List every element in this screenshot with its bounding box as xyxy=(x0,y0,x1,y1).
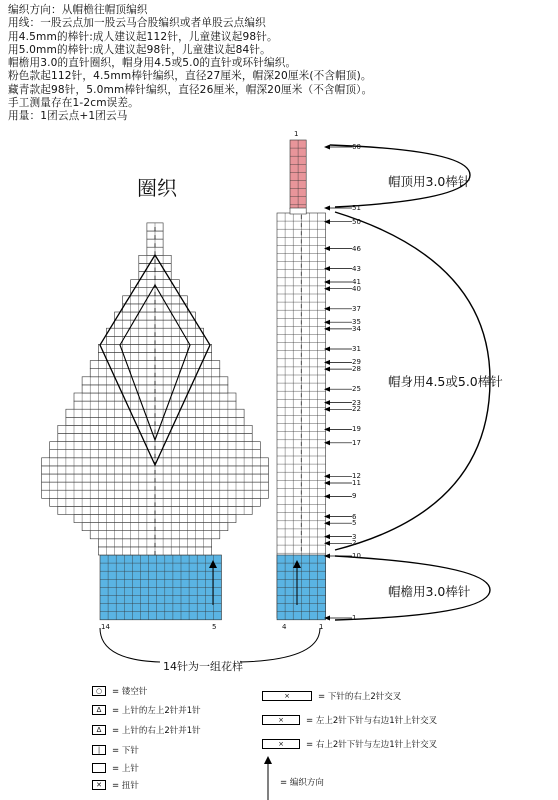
knit-icon: | xyxy=(92,745,106,755)
row-number: 12 xyxy=(352,472,361,481)
note-line: 用5.0mm的棒针:成人建议起98针，儿童建议起84针。 xyxy=(8,43,271,56)
purl-icon xyxy=(92,763,106,773)
row-number: 5 xyxy=(352,519,357,528)
legend-twisted xyxy=(92,779,139,791)
row-number: 22 xyxy=(352,405,361,414)
note-line: 用4.5mm的棒针:成人建议起112针，儿童建议起98针。 xyxy=(8,30,278,43)
row-number: 34 xyxy=(352,324,361,333)
row-number: 3 xyxy=(352,532,357,541)
row-number: 10 xyxy=(352,552,361,560)
legend-text: = 编织方向 xyxy=(280,778,324,788)
chart-title: 圈织 xyxy=(137,176,177,200)
row-number: 19 xyxy=(352,425,361,434)
legend-text: = 下针 xyxy=(112,746,139,756)
row-number: 2 xyxy=(352,539,357,548)
note-line: 用量：1团云点+1团云马 xyxy=(8,110,128,123)
legend-knit xyxy=(92,744,139,756)
left-col-label-14: 14 xyxy=(101,623,110,631)
legend-text: = 右上2针下针与左边1针上针交叉 xyxy=(306,740,438,750)
row-number: 41 xyxy=(352,278,361,286)
row-number: 46 xyxy=(352,244,361,253)
right-col-label-4: 4 xyxy=(282,623,287,631)
legend-cable-left-purl xyxy=(262,714,437,726)
crown-needle-label: 帽顶用3.0棒针 xyxy=(388,174,471,189)
legend-text: = 上针 xyxy=(112,764,139,774)
repeat-label: 14针为一组花样 xyxy=(163,660,243,673)
cable-left-purl-icon: ⨯ xyxy=(262,715,300,725)
yarn-over-icon: ○ xyxy=(92,686,106,696)
row-number: 17 xyxy=(352,438,361,447)
row-number: 31 xyxy=(352,345,361,353)
row-number: 23 xyxy=(352,398,361,407)
legend-text: = 上针的左上2针并1针 xyxy=(112,706,201,716)
row-number: 43 xyxy=(352,264,361,273)
row-arrowhead xyxy=(324,145,330,150)
note-line: 帽檐用3.0的直针圈织，帽身用4.5或5.0的直针或环针编织。 xyxy=(8,57,297,70)
right-col-label-1: 1 xyxy=(319,623,324,631)
note-line: 藏青款起98针，5.0mm棒针编织，直径26厘米，帽深20厘米（不含帽顶）。 xyxy=(8,83,373,96)
row-number: 50 xyxy=(352,217,361,226)
repeat-brace xyxy=(100,628,320,662)
legend-cable-right xyxy=(262,690,401,702)
row-number: 29 xyxy=(352,358,361,367)
row-number: 28 xyxy=(352,365,361,374)
purl-left-decrease-icon: ∆ xyxy=(92,705,106,715)
note-line: 用线：一股云点加一股云马合股编织或者单股云点编织 xyxy=(8,17,266,30)
row-number: 25 xyxy=(352,385,361,394)
row-arrowhead xyxy=(324,206,330,211)
legend-cable-right-purl xyxy=(262,738,437,750)
legend-text: = 左上2针下针与右边1针上针交叉 xyxy=(306,716,438,726)
row-number: 6 xyxy=(352,512,357,521)
cable-right-icon: ⨯ xyxy=(262,691,312,701)
row-number: 9 xyxy=(352,492,357,501)
legend-text: = 镂空针 xyxy=(112,687,148,697)
top-stitch-label: 1 xyxy=(294,130,299,138)
note-line: 编织方向：从帽檐往帽顶编织 xyxy=(8,4,148,16)
purl-right-decrease-icon: ∆ xyxy=(92,725,106,735)
legend-purl-right-dec xyxy=(92,724,201,736)
cable-right-purl-icon: ⨯ xyxy=(262,739,300,749)
twisted-stitch-icon: ✕ xyxy=(92,780,106,790)
row-number: 35 xyxy=(352,318,361,327)
note-line: 粉色款起112针，4.5mm棒针编织，直径27厘米，帽深20厘米(不含帽顶)。 xyxy=(8,70,372,83)
row-number: 11 xyxy=(352,479,361,487)
legend-yarn-over xyxy=(92,685,147,697)
row-number: 40 xyxy=(352,284,361,293)
legend-text: = 下针的右上2针交叉 xyxy=(318,692,402,702)
legend-purl-left-dec xyxy=(92,704,201,716)
crown-transition xyxy=(290,208,306,214)
legend-purl xyxy=(92,762,139,774)
legend-text: = 扭针 xyxy=(112,781,139,791)
brim-needle-label: 帽檐用3.0棒针 xyxy=(388,584,471,599)
legend-text: = 上针的右上2针并1针 xyxy=(112,726,201,736)
legend-direction xyxy=(262,776,324,788)
body-needle-label: 帽身用4.5或5.0棒针 xyxy=(388,374,503,389)
row-number: 60 xyxy=(352,143,361,151)
row-number: 1 xyxy=(352,614,357,622)
row-number: 51 xyxy=(352,204,361,212)
legend-direction-arrowhead xyxy=(264,756,272,764)
row-number: 37 xyxy=(352,304,361,313)
left-col-label-5: 5 xyxy=(212,623,217,631)
note-line: 手工测量存在1-2cm误差。 xyxy=(8,97,139,110)
